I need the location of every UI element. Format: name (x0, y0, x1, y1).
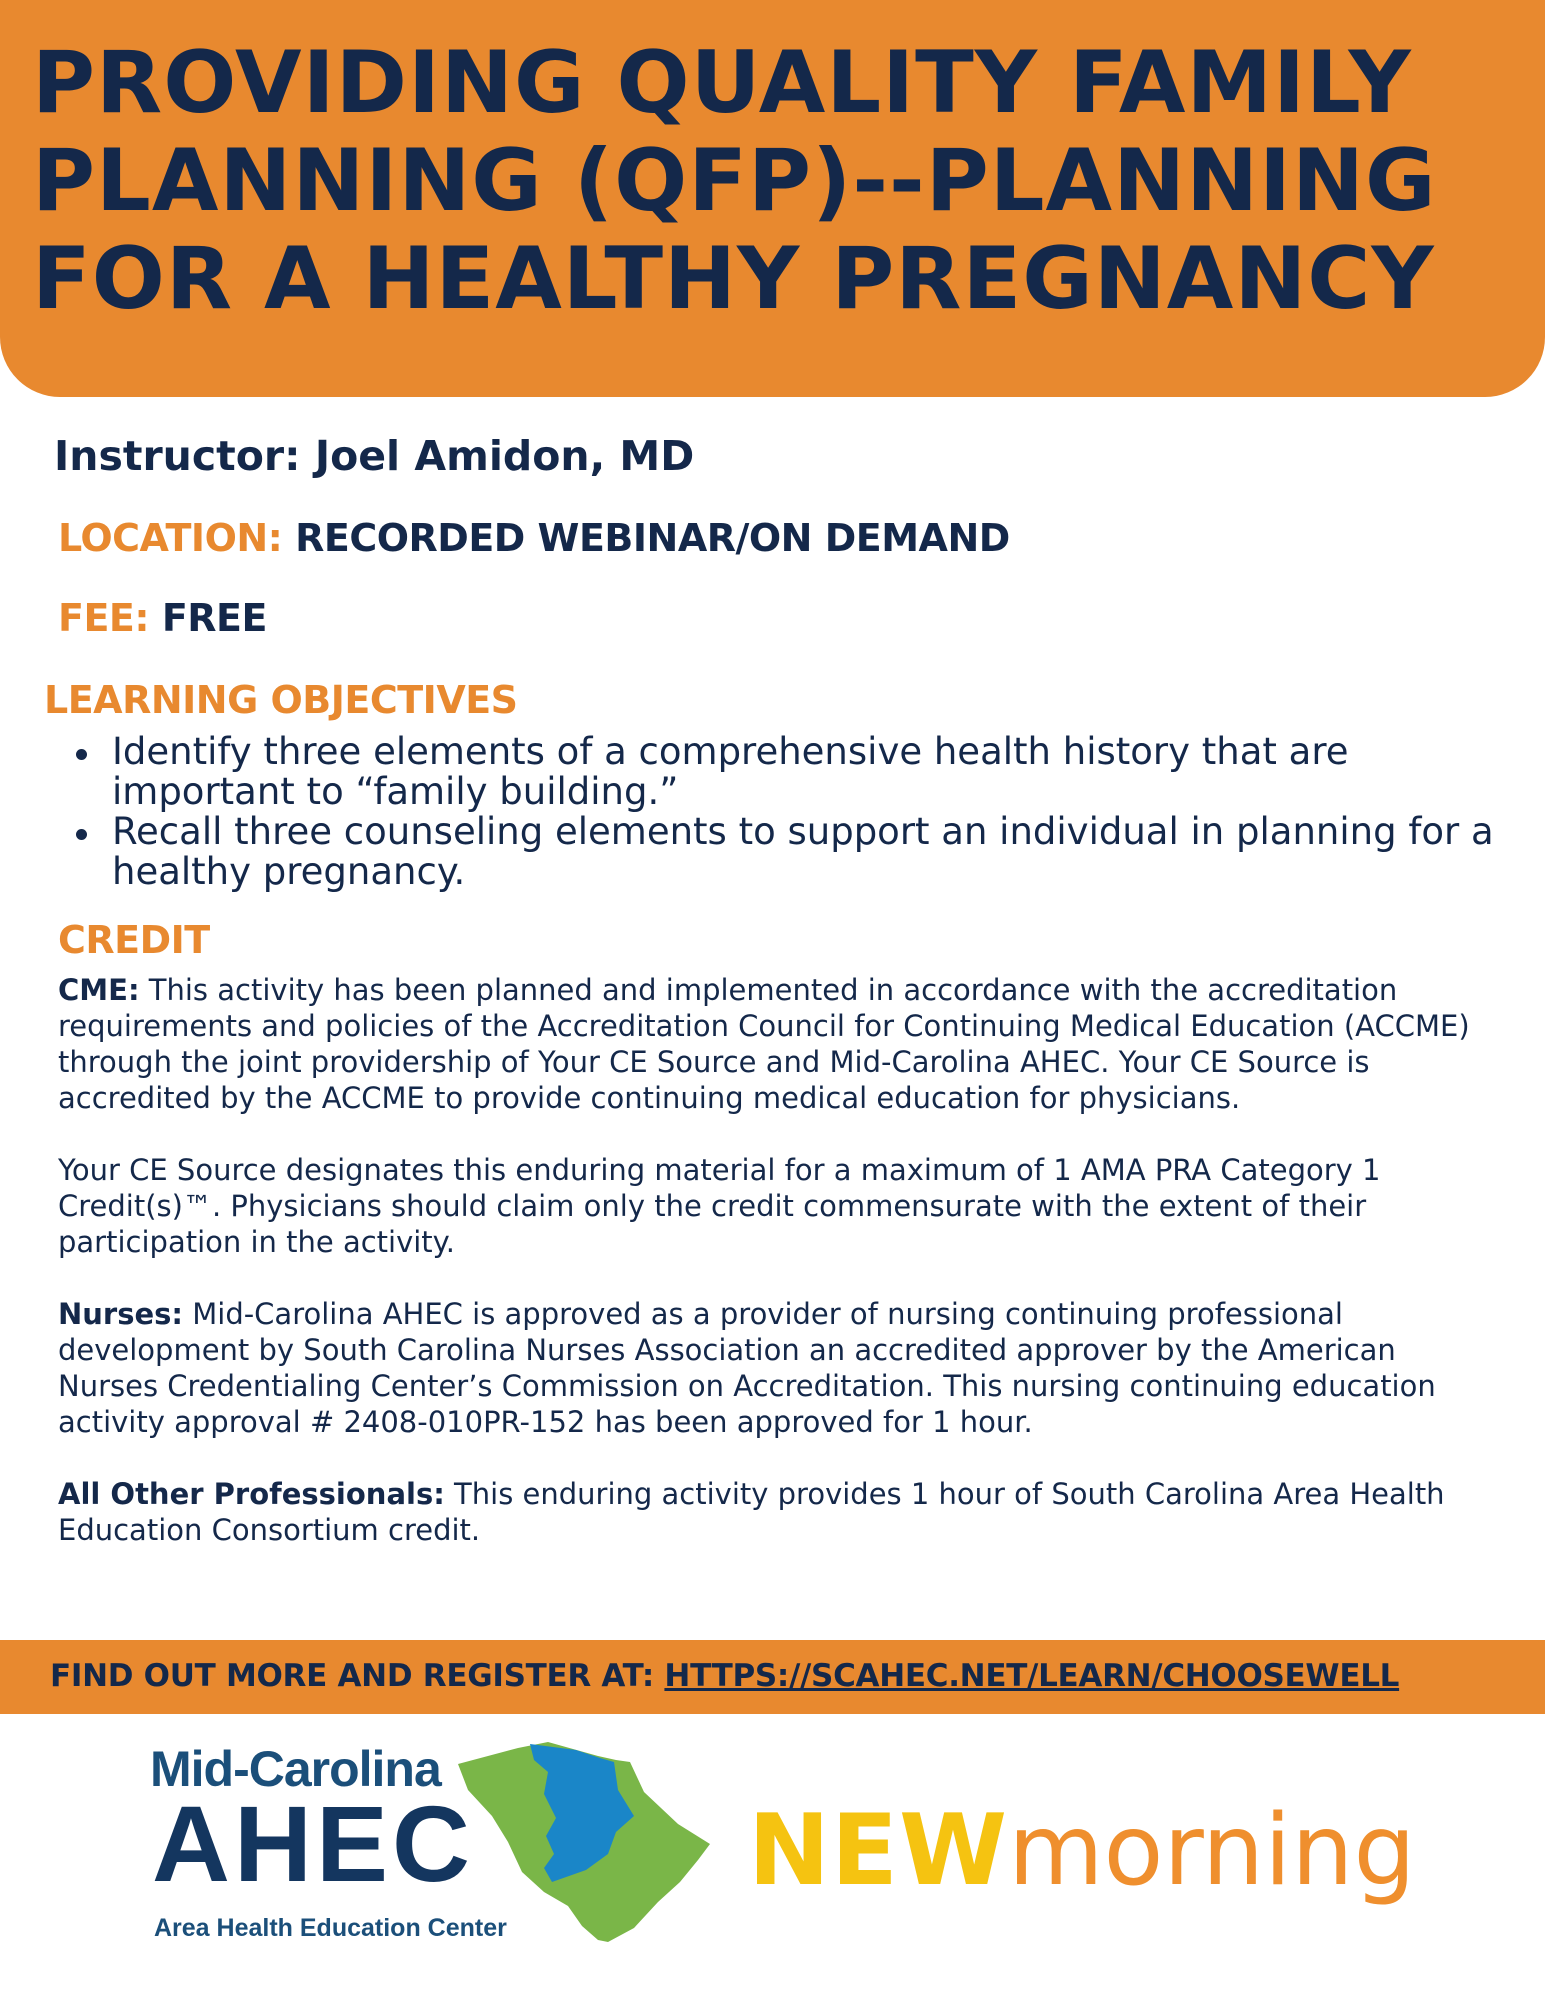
location-label: LOCATION: (58, 516, 283, 560)
fee-line (58, 596, 267, 640)
others-text: This enduring activity provides 1 hour of South Carolina Area Health Education Consortium credit. (58, 1477, 1445, 1547)
mid-carolina-ahec-logo (150, 1740, 720, 1960)
credit-heading: CREDIT (58, 918, 210, 962)
objective-text: Recall three counseling elements to support an individual in planning for a healthy pregnancy. (112, 810, 1494, 893)
others-paragraph (58, 1476, 1498, 1548)
objective-item (58, 732, 1498, 812)
objective-text: Identify three elements of a comprehensive health history that are important to “family building.” (112, 730, 1349, 813)
cme-text: This activity has been planned and implemented in accordance with the accreditation requirements and policies of the Accreditation Council for Continuing Medical Education (ACCME) through the joint providership of Your CE Source and Mid-Carolina AHEC. Your CE Source is accredited by the ACCME to provide continuing medical education for physicians. (58, 973, 1470, 1115)
register-label: FIND OUT MORE AND REGISTER AT: (50, 1658, 654, 1694)
others-label: All Other Professionals: (58, 1477, 445, 1511)
location-value: RECORDED WEBINAR/ON DEMAND (295, 516, 1010, 560)
objectives-heading: LEARNING OBJECTIVES (44, 678, 518, 722)
cme-paragraph (58, 972, 1498, 1116)
register-link[interactable]: HTTPS://SCAHEC.NET/LEARN/CHOOSEWELL (664, 1658, 1400, 1694)
page-title: PROVIDING QUALITY FAMILY PLANNING (QFP)--PLANNING FOR A HEALTHY PREGNANCY (32, 33, 1437, 329)
instructor-line: Instructor: Joel Amidon, MD (54, 432, 695, 480)
bullet-icon (76, 749, 87, 760)
nurses-text: Mid-Carolina AHEC is approved as a provider of nursing continuing professional development by South Carolina Nurses Association an accredited approver by the American Nurses Credentialing Center’s Commission on Accreditation. This nursing continuing education activity approval # 2408-010PR-152 has been approved for 1 hour. (58, 1297, 1436, 1439)
cme-label: CME: (58, 973, 140, 1007)
register-line (50, 1658, 1399, 1694)
logo-text-mid-carolina: Mid-Carolina (150, 1741, 441, 1797)
fee-label: FEE: (58, 596, 150, 640)
new-morning-logo (748, 1796, 1416, 1906)
register-bar (0, 1640, 1545, 1714)
location-line (58, 516, 1010, 560)
logo-text-morning: morning (1008, 1794, 1416, 1908)
logo-text-ahec: AHEC (152, 1783, 475, 1904)
logo-text-area-health: Area Health Education Center (154, 1914, 507, 1942)
objective-item (58, 812, 1498, 892)
nurses-label: Nurses: (58, 1297, 184, 1331)
fee-value: FREE (161, 596, 267, 640)
header-banner (0, 0, 1545, 397)
objectives-list (58, 732, 1498, 892)
logo-text-new: NEW (748, 1794, 1009, 1908)
bullet-icon (76, 829, 87, 840)
credit-body (58, 972, 1498, 1584)
nurses-paragraph (58, 1296, 1498, 1440)
designation-paragraph: Your CE Source designates this enduring material for a maximum of 1 AMA PRA Category 1 Credit(s)™. Physicians should claim only the credit commensurate with the extent of their participation in the activity. (58, 1153, 1381, 1259)
